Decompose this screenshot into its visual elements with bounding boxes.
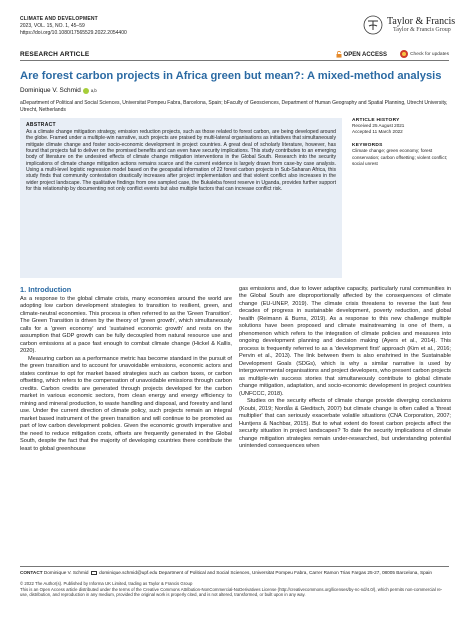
page-footer bbox=[20, 566, 449, 598]
contact-email[interactable]: dominique.schmid@upf.edu bbox=[99, 570, 158, 575]
open-lock-icon bbox=[336, 51, 342, 58]
updates-icon bbox=[400, 50, 408, 58]
open-access-badge bbox=[336, 51, 387, 58]
history-heading: ARTICLE HISTORY bbox=[352, 118, 400, 123]
body-paragraph: Studies on the security effects of climate change provide diverging conclusions (Koubi, 2019; Nordås & Gleditsch, 2007) but climate change is often called a 'threat multiplier' that can seriously exacerbate volatile situations (CNA Corporation, 2007; Huntjens & Nachbar, 2015). But to what extent do forest carbon projects affect the security situation in project landscapes? To date the security implications of climate change mitigation strategies remain under-researched, but understanding potential unintended consequences when bbox=[239, 398, 451, 450]
article-sidebar bbox=[352, 118, 452, 167]
author-name: Dominique V. Schmid bbox=[20, 87, 81, 94]
author-line bbox=[20, 87, 97, 94]
contact-label: CONTACT bbox=[20, 570, 43, 575]
journal-info bbox=[20, 16, 240, 37]
abstract-text: As a climate change mitigation strategy, emission reduction projects, such as those related to forest carbon, are being developed around the globe. Framed under a multiple-win narrative, such projects are praised by multi-lateral organisations as initiatives that simultaneously mitigate climate change and foster socio-economic development in project countries. A great deal of scholarly literature, however, has found that projects fail to deliver on the promised benefits and can even have security implications. This study contributes to an emerging body of literature on the undesired effects of climate change mitigation interventions in the Global South. Research into the security implications of climate change mitigation actions remains scarce and the current evidence is largely drawn from case-by case analysis. Using a multi-level logistic regression model based on the geospatial information of 22 forest carbon projects in Sub-Saharan Africa, this study finds that community contestation drastically increases after project implementation and that violent conflict also increases in the wider project landscape. The qualitative findings from one sampled case, the Bukaleba forest reserve in Uganda, provides further support for this relationship by documenting not only conflict events but also multiple factors that can increase conflict risk. bbox=[26, 129, 336, 193]
publisher-logo-icon bbox=[363, 15, 383, 35]
check-updates-button[interactable] bbox=[400, 50, 449, 58]
contact-info bbox=[20, 570, 449, 576]
body-paragraph: As a response to the global climate crisis, many economies around the world are adopting low carbon development strategies to transition to resilient, green, and climate-neutral economies. This process is often referred to as the 'Green Transition'. The Green Transition is driven by the theory of 'green growth', which simultaneously calls for a 'green economy' and 'sustained economic growth' and rests on the assumption that GDP growth can be fully decoupled from natural resource use and carbon emissions at a pace fast enough to combat climate change (Hickel & Kallis, 2020). bbox=[20, 296, 232, 355]
journal-name: CLIMATE AND DEVELOPMENT bbox=[20, 16, 98, 22]
article-type: RESEARCH ARTICLE bbox=[20, 51, 90, 58]
check-updates-label: Check for updates bbox=[410, 51, 449, 57]
abstract-heading: ABSTRACT bbox=[26, 122, 56, 128]
author-affil-marker: a,b bbox=[90, 88, 97, 93]
contact-address: Department of Political and Social Sciences, Universitat Pompeu Fabra, Carrer Ramon Trias Fargas 25-27, 08005 Barcelona, Spain bbox=[158, 570, 432, 575]
copyright-notice bbox=[20, 581, 449, 598]
publisher-group: Taylor & Francis Group bbox=[393, 27, 451, 33]
section-heading: 1. Introduction bbox=[20, 285, 72, 294]
publisher-logo bbox=[363, 15, 456, 37]
contact-name: Dominique V. Schmid bbox=[43, 570, 89, 575]
open-access-label: OPEN ACCESS bbox=[343, 51, 387, 58]
body-column-left bbox=[20, 296, 232, 453]
keywords-heading: KEYWORDS bbox=[352, 143, 383, 149]
email-icon bbox=[91, 571, 97, 575]
body-paragraph: Measuring carbon as a performance metric has become standard in the pursuit of the green transition and to account for unavoidable emissions, economic actors and states continue to opt for market based strategies such as carbon taxes, or carbon offsetting, which refers to the compensation of unavoidable emissions through carbon credits. Carbon credits are generated through projects developed for the carbon market in various economic sectors, from clean energy and energy efficiency to mining and mineral production, to waste handling and disposal, and forestry and land use. Under the current direction of climate policy, such projects remain an integral market based instrument of the green transition and will continue to be promoted as part of low carbon development policies. Given the economic growth imperative and the need to reduce mitigation costs, offsets are frequently generated in the Global South, despite the fact that the majority of developing countries there contribute the least to global greenhouse bbox=[20, 355, 232, 452]
license-line: This is an Open Access article distributed under the terms of the Creative Commons Attribution-NonCommercial-NoDerivatives License (http://creativecommons.org/licenses/by-nc-nd/4.0/), which permits non-commercial re-use, distribution, and reproduction in any medium, provided the original work is properly cited, and is not altered, transformed, or built upon in any way. bbox=[20, 586, 443, 598]
affiliations: aDepartment of Political and Social Sciences, Universitat Pompeu Fabra, Barcelona, Spain; bFaculty of Geosciences, Department of Human Geography and Spatial Planning, Utrecht University, Utrecht, Netherlands bbox=[20, 100, 448, 113]
publisher-name: Taylor & Francis bbox=[387, 16, 456, 27]
history-accepted: Accepted 11 March 2022 bbox=[352, 129, 403, 135]
body-column-right bbox=[239, 286, 451, 451]
keywords-text: Climate change; green economy; forest conservation; carbon offsetting; violent conflict; social unrest bbox=[352, 148, 448, 166]
body-paragraph: gas emissions and, due to lower adaptive capacity, particularly rural communities in the Global South are disproportionally affected by the consequences of climate change (EU-UNEP, 2019). The climate crisis threatens to reverse the last few decades of progress in sustainable development, poverty reduction, and global health (Reimann & Burns, 2019). As a response to this new challenge multiple solutions have been proposed and climate mainstreaming is one of them, a phenomenon which refers to the integration of climate policies and measures into ongoing development planning and decision making (Ayers et al., 2014). This process is frequently referred to as a 'development first' approach (Kim et al., 2016; Pervin et al., 2013). The link between them is also enshrined in the Sustainable Development Goals (SDGs), which is why a similar narrative is used by intergovernmental organisations and project developers, who present carbon projects as multiple-win success stories that simultaneously contribute to global climate change mitigation, adaptation, and socio-economic development in project countries (UNFCCC, 2018). bbox=[239, 286, 451, 397]
orcid-icon[interactable] bbox=[83, 88, 89, 94]
history-received: Received 25 August 2021 bbox=[352, 123, 405, 128]
journal-volume: 2023, VOL. 15, NO. 1, 45–59 bbox=[20, 23, 85, 29]
copyright-line: © 2022 The Author(s). Published by Informa UK Limited, trading as Taylor & Francis Group bbox=[20, 581, 193, 586]
abstract-box bbox=[20, 118, 342, 278]
article-title: Are forest carbon projects in Africa green but mean?: A mixed-method analysis bbox=[20, 70, 442, 82]
journal-doi[interactable]: https://doi.org/10.1080/17565529.2022.2054400 bbox=[20, 30, 127, 36]
